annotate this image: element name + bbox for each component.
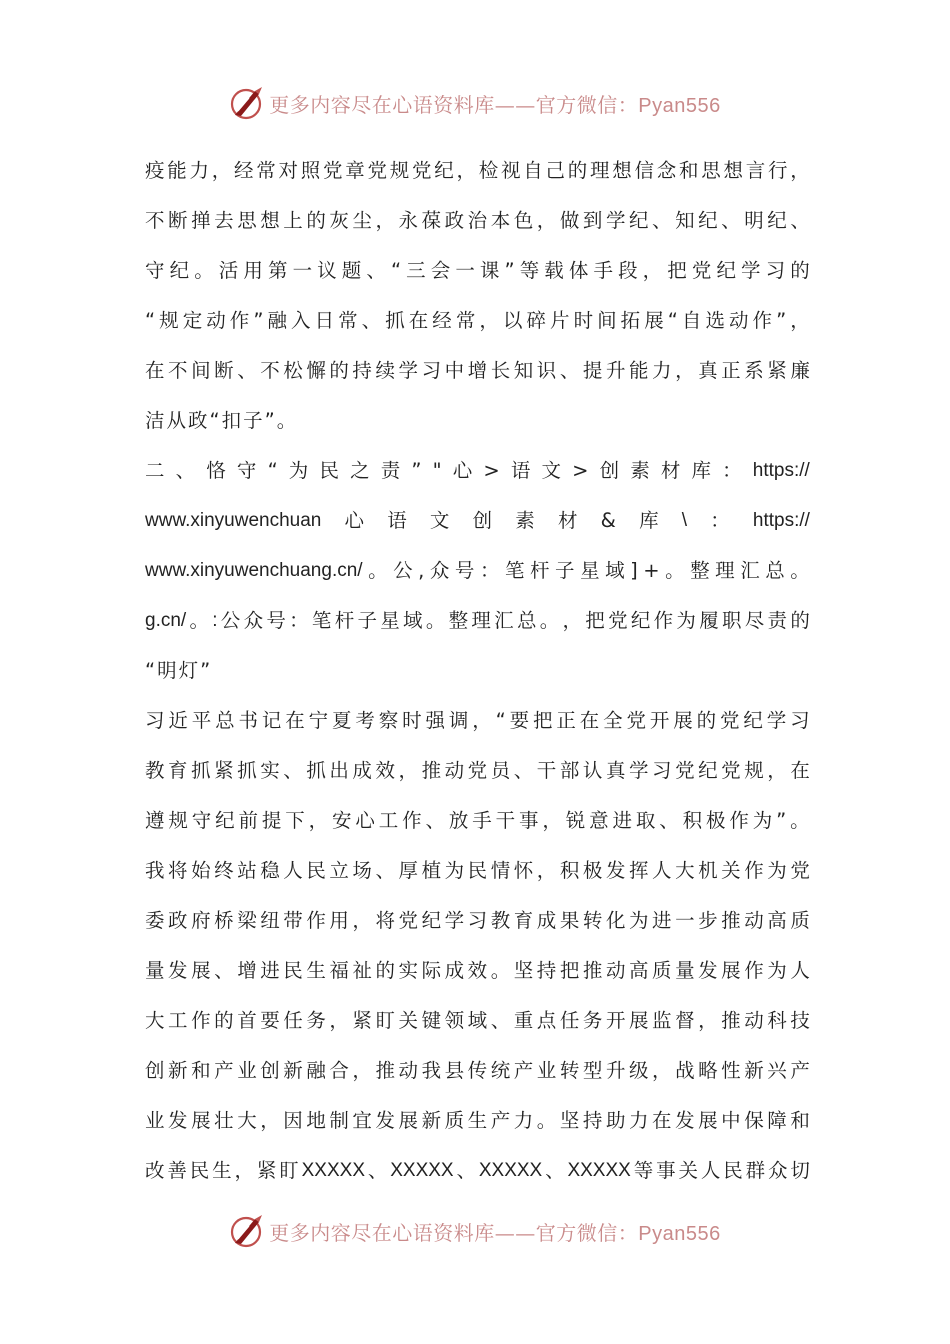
header-official-label: 官方微信： bbox=[535, 92, 639, 117]
header-banner bbox=[0, 78, 950, 128]
text-line: 疫 能 力 ， 经 常 对 照 党 章 党 规 党 纪 ， 检 视 自 己 的 理 想 信 念 和 思 想 言 行 ， bbox=[145, 159, 810, 182]
text-line: 委 政 府 桥 梁 纽 带 作 用 ， 将 党 纪 学 习 教 育 成 果 转 化 为 进 一 步 推 动 高 质 bbox=[145, 909, 810, 932]
header-brand-text: 更多内容尽在心语资料库 bbox=[269, 92, 495, 117]
text-line: 创 新 和 产 业 创 新 融 合 ， 推 动 我 县 传 统 产 业 转 型 升 级 ， 战 略 性 新 兴 产 bbox=[145, 1059, 810, 1082]
footer-official-label: 官方微信： bbox=[535, 1220, 639, 1245]
text-line: 业 发 展 壮 大 ， 因 地 制 宜 发 展 新 质 生 产 力 。 坚 持 助 力 在 发 展 中 保 障 和 bbox=[145, 1109, 810, 1132]
text-line: 在 不 间 断 、 不 松 懈 的 持 续 学 习 中 增 长 知 识 、 提 升 能 力 ， 真 正 系 紧 廉 bbox=[145, 359, 810, 382]
text-line: 遵 规 守 纪 前 提 下 ， 安 心 工 作 、 放 手 干 事 ， 锐 意 进 取 、 积 极 作 为 ” 。 bbox=[145, 809, 810, 832]
text-line: “ 规 定 动 作 ” 融 入 日 常 、 抓 在 经 常 ， 以 碎 片 时 间 拓 展 “ 自 选 动 作 ” ， bbox=[145, 309, 810, 332]
footer-separator: —— bbox=[494, 1220, 536, 1245]
document-body bbox=[145, 146, 810, 1196]
text-line: 习 近 平 总 书 记 在 宁 夏 考 察 时 强 调 ， “ 要 把 正 在 全 党 开 展 的 党 纪 学 习 bbox=[145, 709, 810, 732]
text-line: g.cn/ 。 : 公 众 号 ： 笔 杆 子 星 域 。 整 理 汇 总 。 ， 把 党 纪 作 为 履 职 尽 责 的 bbox=[145, 609, 810, 632]
text-line: 不 断 掸 去 思 想 上 的 灰 尘 ， 永 葆 政 治 本 色 ， 做 到 学 纪 、 知 纪 、 明 纪 、 bbox=[145, 209, 810, 232]
text-line: 教 育 抓 紧 抓 实 、 抓 出 成 效 ， 推 动 党 员 、 干 部 认 真 学 习 党 纪 党 规 ， 在 bbox=[145, 759, 810, 782]
text-line: “明灯” bbox=[145, 659, 213, 682]
header-banner-text bbox=[269, 89, 720, 118]
footer-brand-text: 更多内容尽在心语资料库 bbox=[269, 1220, 495, 1245]
footer-banner-text bbox=[269, 1217, 720, 1246]
quill-pen-logo-icon bbox=[229, 85, 265, 121]
header-separator: —— bbox=[494, 92, 536, 117]
text-line: 守 纪 。 活 用 第 一 议 题 、 “ 三 会 一 课 ” 等 载 体 手 段 ， 把 党 纪 学 习 的 bbox=[145, 259, 810, 282]
footer-banner bbox=[0, 1206, 950, 1256]
text-line: 洁从政“扣子”。 bbox=[145, 409, 299, 432]
text-line: 我 将 始 终 站 稳 人 民 立 场 、 厚 植 为 民 情 怀 ， 积 极 发 挥 人 大 机 关 作 为 党 bbox=[145, 859, 810, 882]
header-handle: Pyan556 bbox=[638, 94, 721, 117]
text-line: 量 发 展 、 增 进 民 生 福 祉 的 实 际 成 效 。 坚 持 把 推 动 高 质 量 发 展 作 为 人 bbox=[145, 959, 810, 982]
quill-pen-logo-icon bbox=[229, 1213, 265, 1249]
text-line: 大 工 作 的 首 要 任 务 ， 紧 盯 关 键 领 域 、 重 点 任 务 开 展 监 督 ， 推 动 科 技 bbox=[145, 1009, 810, 1032]
text-line: 二 、 恪 守 “ 为 民 之 责 ” " 心 > 语 文 > 创 素 材 库 ： https:// bbox=[145, 459, 810, 482]
text-line: www.xinyuwenchuang.cn/ 。 公 , 众 号 ： 笔 杆 子 星 域 ] + 。 整 理 汇 总 。 bbox=[145, 559, 810, 582]
text-line: www.xinyuwenchuan 心 语 文 创 素 材 & 库 \ ： https:// bbox=[145, 509, 810, 532]
footer-handle: Pyan556 bbox=[638, 1222, 721, 1245]
text-line: 改 善 民 生 ， 紧 盯 XXXXX 、 XXXXX 、 XXXXX 、 XXXXX 等 事 关 人 民 群 众 切 bbox=[145, 1159, 810, 1182]
